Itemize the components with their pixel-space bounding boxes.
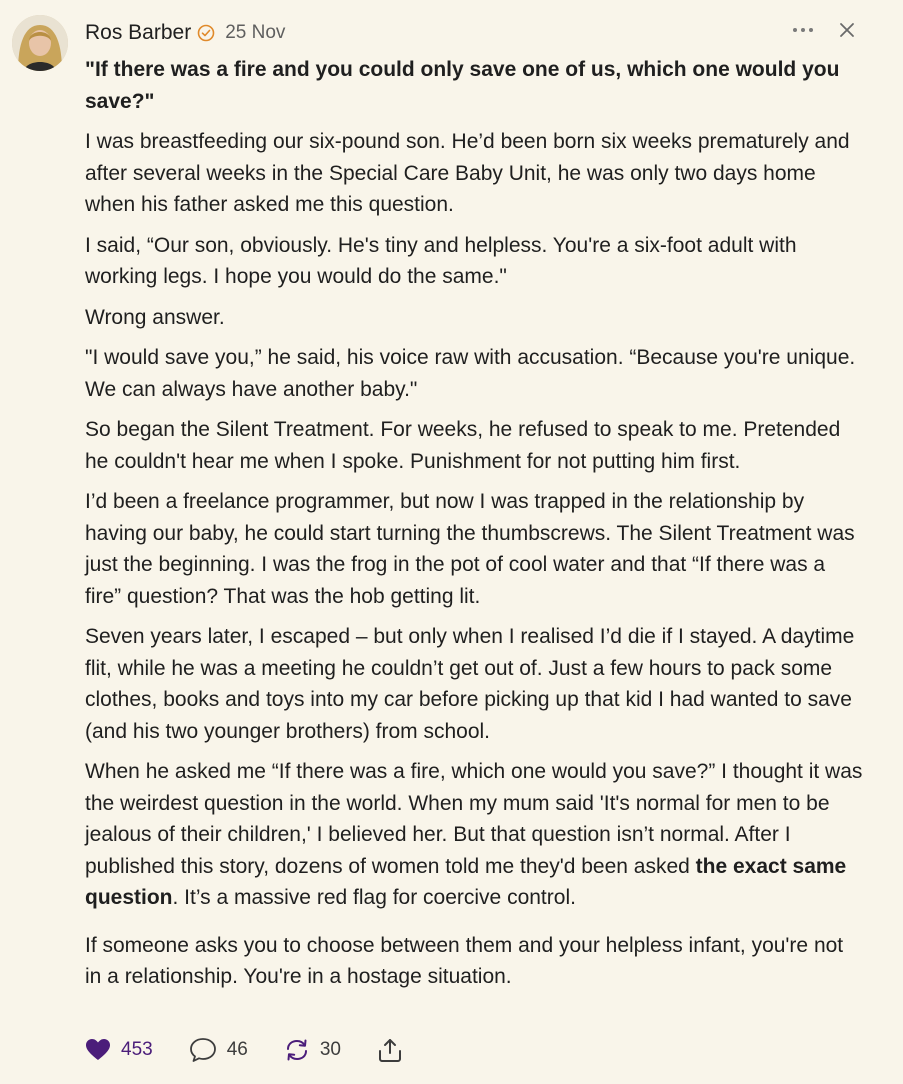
restack-count: 30 xyxy=(319,1039,341,1060)
paragraph: Seven years later, I escaped – but only when I realised I’d die if I stayed. A daytime flit, while he was a meeting he couldn’t get out of. Just a few hours to pack some clothes, books and toys into my car before picking up that kid I had wanted to save (and his two younger brothers) from school. xyxy=(85,625,855,743)
share-icon xyxy=(377,1037,403,1063)
restack-button[interactable] xyxy=(284,1038,341,1062)
paragraph: "I would save you,” he said, his voice raw with accusation. “Because you're unique. We can always have another baby." xyxy=(85,346,856,401)
closing-paragraph: If someone asks you to choose between them and your helpless infant, you're not in a relationship. You're in a hostage situation. xyxy=(85,933,844,988)
comment-button[interactable] xyxy=(189,1037,248,1063)
comment-bubble-icon xyxy=(189,1037,217,1063)
avatar[interactable] xyxy=(12,15,68,71)
paragraph: I’d been a freelance programmer, but now I was trapped in the relationship by having our baby, he could start turning the thumbscrews. The Silent Treatment was just the beginning. I was the frog in the pot of cool water and that “If there was a fire” question? That was the hob getting lit. xyxy=(85,490,855,608)
more-dots-icon[interactable] xyxy=(791,18,815,42)
paragraph: I said, “Our son, obviously. He's tiny and helpless. You're a six-foot adult with working legs. I hope you would do the same." xyxy=(85,233,797,288)
post-actions xyxy=(85,1035,439,1065)
restack-icon xyxy=(284,1038,310,1062)
post-body xyxy=(85,54,865,1002)
post-headline: "If there was a fire and you could only save one of us, which one would you save?" xyxy=(85,58,840,113)
paragraph: So began the Silent Treatment. For weeks, he refused to speak to me. Pretended he couldn't hear me when I spoke. Punishment for not putting him first. xyxy=(85,418,841,473)
post-date: 25 Nov xyxy=(225,22,286,43)
author-name[interactable]: Ros Barber xyxy=(85,21,192,44)
share-button[interactable] xyxy=(377,1037,403,1063)
close-icon[interactable] xyxy=(835,18,859,42)
verified-badge-icon xyxy=(197,24,215,42)
avatar-image xyxy=(12,15,68,71)
paragraph: Wrong answer. xyxy=(85,305,225,329)
post-header xyxy=(85,19,285,47)
paragraph xyxy=(85,756,865,914)
paragraph-text: . It’s a massive red flag for coercive control. xyxy=(172,886,576,909)
like-button[interactable] xyxy=(85,1038,153,1062)
top-actions xyxy=(791,18,859,42)
like-count: 453 xyxy=(121,1039,153,1060)
heart-icon xyxy=(85,1038,111,1062)
bold-text: the exact same question xyxy=(85,854,847,909)
paragraph: I was breastfeeding our six-pound son. He’d been born six weeks prematurely and after several weeks in the Special Care Baby Unit, he was only two days home when his father asked me this question. xyxy=(85,130,850,216)
comment-count: 46 xyxy=(226,1039,248,1060)
paragraph-text: When he asked me “If there was a fire, which one would you save?” I thought it was the weirdest question in the world. When my mum said 'It's normal for men to be jealous of their children,' I believed her. But that question isn’t normal. After I published this story, dozens of women told me they'd been asked xyxy=(85,760,863,878)
